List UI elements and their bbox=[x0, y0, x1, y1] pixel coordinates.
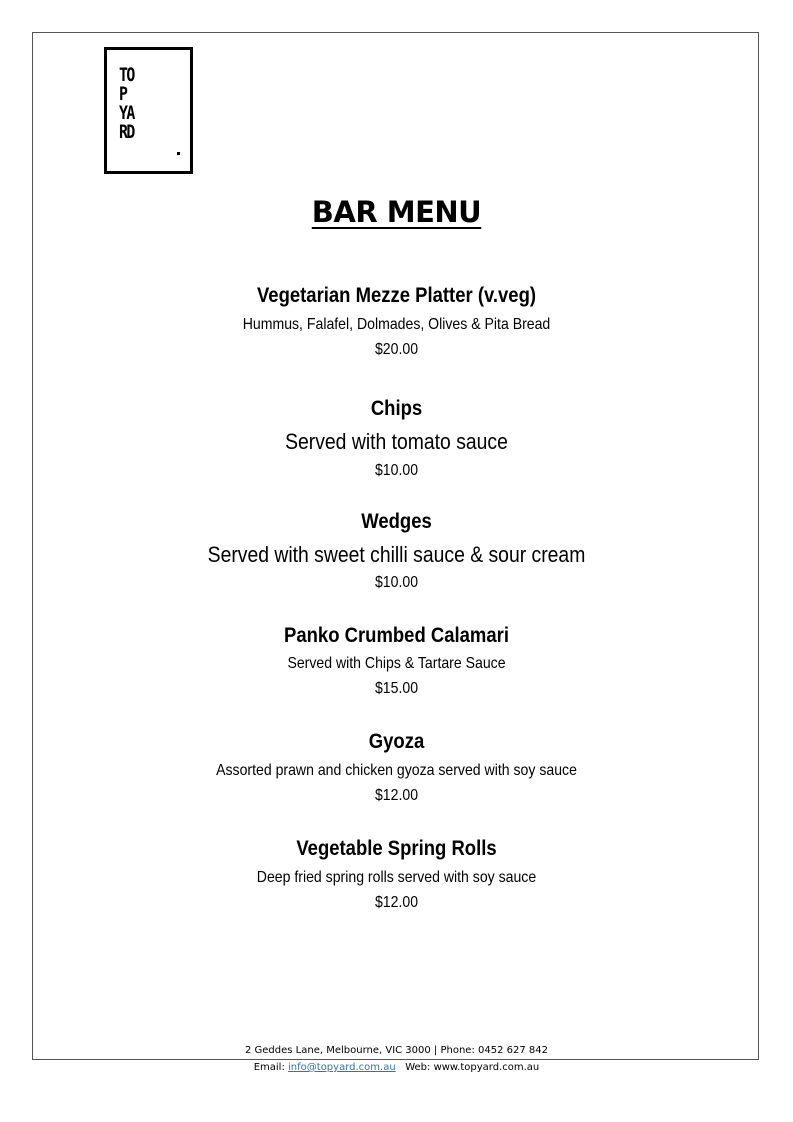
menu-item-description: Served with tomato sauce bbox=[285, 429, 508, 454]
menu-item-name: Wedges bbox=[361, 510, 432, 533]
topyard-logo bbox=[104, 47, 193, 174]
menu-item-description: Hummus, Falafel, Dolmades, Olives & Pita Bread bbox=[242, 316, 551, 333]
menu-item-name: Vegetarian Mezze Platter (v.veg) bbox=[256, 284, 537, 307]
menu-item-name: Panko Crumbed Calamari bbox=[284, 624, 509, 647]
footer-email-label: Email: bbox=[253, 1062, 289, 1073]
logo-line: RD bbox=[119, 121, 134, 143]
menu-item-price: $15.00 bbox=[374, 680, 419, 697]
menu-item-name: Gyoza bbox=[368, 730, 425, 753]
page-title: BAR MENU bbox=[311, 195, 482, 229]
logo-text bbox=[119, 66, 134, 142]
menu-item-price: $12.00 bbox=[374, 787, 419, 804]
menu-item-description: Served with Chips & Tartare Sauce bbox=[287, 655, 506, 672]
footer-web: Web: www.topyard.com.au bbox=[405, 1062, 540, 1073]
menu-item-price: $20.00 bbox=[374, 341, 419, 358]
menu-item-name: Vegetable Spring Rolls bbox=[296, 837, 497, 860]
menu-item-description: Served with sweet chilli sauce & sour cream bbox=[207, 542, 586, 567]
footer-contact bbox=[0, 1062, 793, 1073]
logo-line: TO bbox=[119, 64, 134, 86]
menu-item-description: Assorted prawn and chicken gyoza served with soy sauce bbox=[216, 762, 577, 779]
menu-item-price: $10.00 bbox=[374, 462, 419, 479]
logo-line: P bbox=[119, 83, 127, 105]
logo-line: YA bbox=[119, 102, 134, 124]
logo-dot bbox=[177, 152, 180, 155]
footer-email-link[interactable]: info@topyard.com.au bbox=[288, 1062, 396, 1073]
menu-item-price: $10.00 bbox=[374, 574, 419, 591]
menu-item-price: $12.00 bbox=[374, 894, 419, 911]
menu-item-name: Chips bbox=[370, 397, 423, 420]
menu-item-description: Deep fried spring rolls served with soy sauce bbox=[256, 869, 537, 886]
footer-spacer bbox=[396, 1062, 406, 1073]
footer-address: 2 Geddes Lane, Melbourne, VIC 3000 | Phone: 0452 627 842 bbox=[244, 1045, 548, 1056]
